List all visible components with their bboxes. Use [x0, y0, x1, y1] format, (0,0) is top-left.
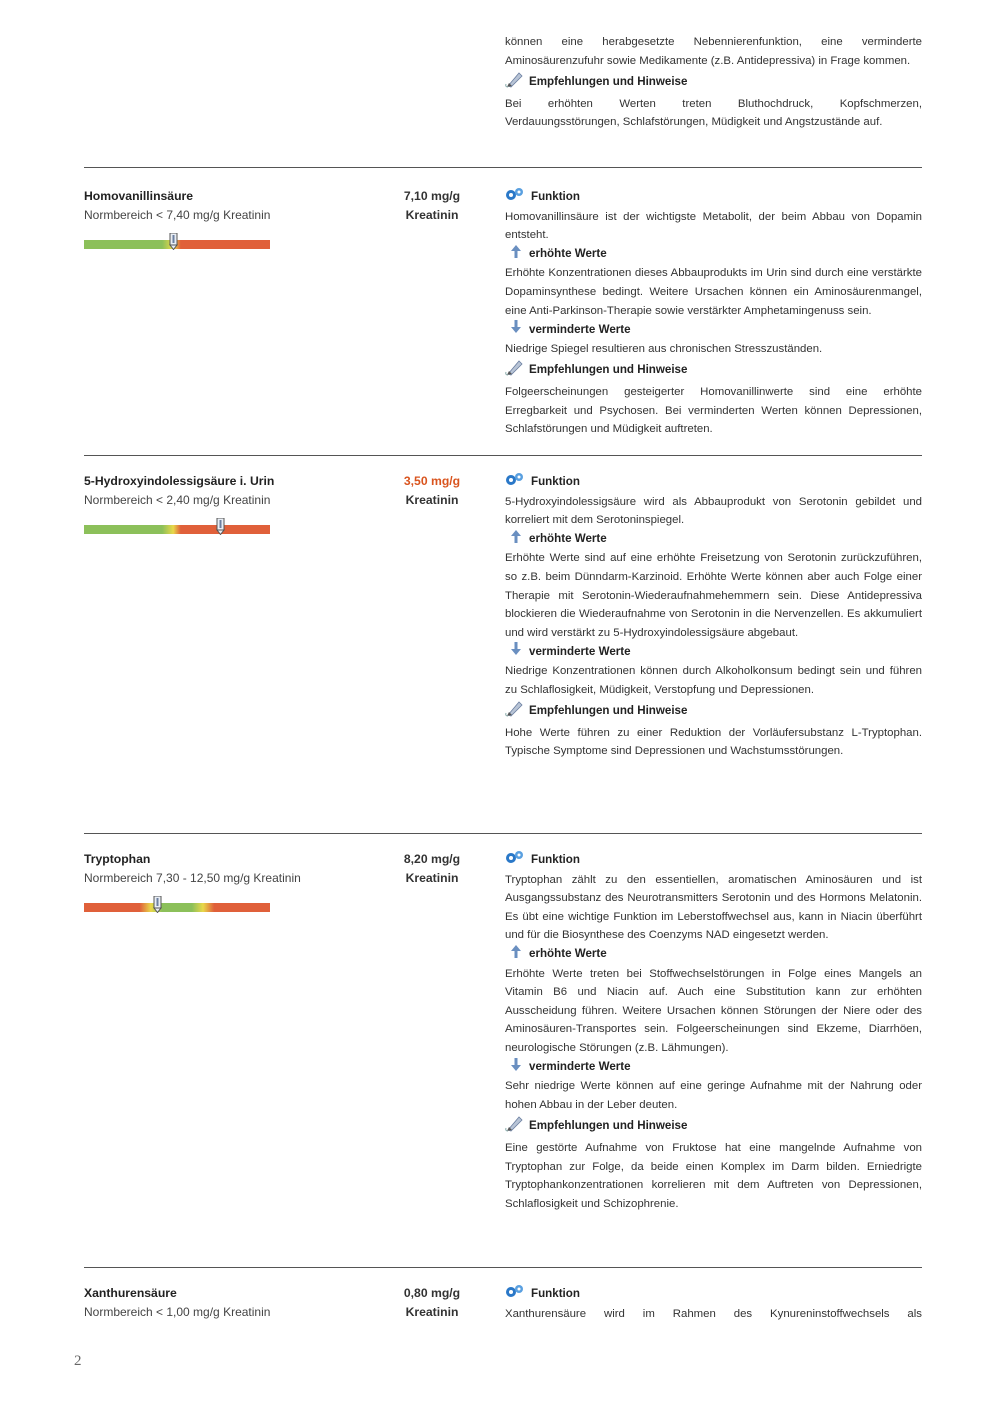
erhoehte-text: Erhöhte Werte treten bei Stoffwechselstörungen in Folge eines Mangels an Vitamin B6 und Niacin auf. Auch eine Substitution kann zur erhöhten Ausscheidung führen. Weitere Ursachen können Störungen der Niere oder des Aminosäuren-Transportes sein. Folgeerscheinungen sind Ekzeme, Diarrhöen, neurologische Störungen (z.B. Lähmungen). — [505, 967, 922, 1054]
param-description — [505, 1284, 922, 1323]
erhoehte-text: Erhöhte Konzentrationen dieses Abbauprodukts im Urin sind durch eine verstärkte Dopaminsynthese bedingt. Weitere Ursachen können ein Aminosäurenmangel, eine Anti-Parkinson-Therapie sowie verstärkter Amphetamingenuss sein. — [505, 267, 922, 317]
param-description — [505, 850, 922, 1213]
verminderte-text: Sehr niedrige Werte können auf eine geringe Aufnahme mit der Nahrung oder hohen Abbau in der Leber deuten. — [505, 1080, 922, 1111]
gears-icon — [505, 472, 527, 493]
empfehlungen-heading: Empfehlungen und Hinweise — [505, 358, 922, 383]
value-gauge — [84, 903, 270, 912]
verminderte-heading: verminderte Werte — [505, 642, 922, 662]
param-left-column — [84, 187, 374, 249]
funktion-heading: Funktion — [505, 472, 922, 493]
value-gauge — [84, 525, 270, 534]
gauge-fill — [84, 903, 270, 912]
param-value-unit: Kreatinin — [405, 871, 459, 885]
funktion-text: Homovanillinsäure ist der wichtigste Metabolit, der beim Abbau von Dopamin entsteht. — [505, 210, 922, 242]
gears-icon — [505, 187, 527, 208]
arrow-down-icon — [511, 320, 521, 340]
gauge-bar — [84, 903, 270, 912]
arrow-up-icon — [511, 530, 521, 550]
arrow-down-icon — [511, 642, 521, 662]
gauge-fill — [84, 525, 270, 534]
empfehlungen-heading: Empfehlungen und Hinweise — [505, 699, 922, 724]
param-value-unit: Kreatinin — [405, 208, 459, 222]
param-left-column — [84, 472, 374, 534]
value-gauge — [84, 240, 270, 249]
page-number: 2 — [74, 1353, 82, 1369]
gauge-marker-icon — [169, 233, 178, 250]
param-value-number: 7,10 mg/g — [403, 189, 461, 203]
param-left-column — [84, 1284, 374, 1322]
param-name: Tryptophan — [84, 852, 151, 866]
param-value-unit: Kreatinin — [405, 493, 459, 507]
param-norm: Normbereich < 2,40 mg/g Kreatinin — [84, 493, 271, 507]
verminderte-text: Niedrige Konzentrationen können durch Alkoholkonsum bedingt sein und führen zu Schlaflosigkeit, Müdigkeit, Verstopfung und Depressionen. — [505, 664, 922, 696]
funktion-text: 5-Hydroxyindolessigsäure wird als Abbauprodukt von Serotonin gebildet und korreliert mit dem Serotoninspiegel. — [505, 495, 922, 527]
param-value — [380, 187, 484, 225]
empfehlungen-heading: Empfehlungen und Hinweise — [505, 1114, 922, 1139]
param-value-high: 3,50 mg/g — [403, 474, 461, 488]
gauge-marker-icon — [216, 518, 225, 535]
param-row-tryptophan — [84, 850, 922, 1268]
gears-icon — [505, 850, 527, 871]
arrow-up-icon — [511, 245, 521, 265]
funktion-text: Xanthurensäure wird im Rahmen des Kynureninstoffwechsels als — [505, 1307, 922, 1320]
empfehlungen-text: Eine gestörte Aufnahme von Fruktose hat eine mangelnde Aufnahme von Tryptophan zur Folge, da beide einen Komplex im Darm bilden. Erniedrigte Tryptophankonzentrationen korrelieren mit dem Auftreten von Depressionen, Schlaflosigkeit und Schizophrenie. — [505, 1141, 922, 1210]
intro-continuation — [84, 33, 922, 168]
param-norm: Normbereich < 7,40 mg/g Kreatinin — [84, 208, 271, 222]
funktion-heading: Funktion — [505, 850, 922, 871]
gauge-marker-icon — [153, 896, 162, 913]
param-norm: Normbereich < 1,00 mg/g Kreatinin — [84, 1305, 271, 1319]
funktion-heading: Funktion — [505, 1284, 922, 1305]
param-name: Xanthurensäure — [84, 1286, 177, 1300]
param-value-number — [380, 472, 484, 491]
param-row-homovanillinsaeure — [84, 187, 922, 456]
param-value-number: 8,20 mg/g — [403, 852, 461, 866]
erhoehte-heading: erhöhte Werte — [505, 530, 922, 550]
arrow-down-icon — [511, 1058, 521, 1078]
intro-text: können eine herabgesetzte Nebennierenfunktion, eine verminderte Aminosäurenzufuhr sowie Medikamente (z.B. Antidepressiva) in Frage kommen. — [505, 36, 922, 67]
verminderte-heading: verminderte Werte — [505, 1058, 922, 1078]
intro-empfehlungen-heading: Empfehlungen und Hinweise — [505, 70, 922, 95]
param-value — [380, 472, 484, 510]
verminderte-heading: verminderte Werte — [505, 320, 922, 340]
gears-icon — [505, 1284, 527, 1305]
pencil-icon — [505, 699, 525, 724]
pencil-icon — [505, 70, 525, 95]
verminderte-text: Niedrige Spiegel resultieren aus chronischen Stresszuständen. — [505, 342, 823, 355]
param-norm: Normbereich 7,30 - 12,50 mg/g Kreatinin — [84, 871, 301, 885]
empfehlungen-text: Folgeerscheinungen gesteigerter Homovanillinwerte sind eine erhöhte Erregbarkeit und Psychosen. Bei verminderten Werten können Depressionen, Schlafstörungen und Müdigkeit auftreten. — [505, 385, 922, 436]
param-description — [505, 187, 922, 439]
erhoehte-heading: erhöhte Werte — [505, 245, 922, 265]
gauge-bar — [84, 525, 270, 534]
param-name: 5-Hydroxyindolessigsäure i. Urin — [84, 474, 275, 488]
param-name: Homovanillinsäure — [84, 189, 194, 203]
pencil-icon — [505, 1114, 525, 1139]
intro-right-column — [505, 33, 922, 132]
arrow-up-icon — [511, 945, 521, 965]
param-value — [380, 1284, 484, 1322]
param-row-xanthurensaeure — [84, 1284, 922, 1326]
param-description — [505, 472, 922, 761]
erhoehte-heading: erhöhte Werte — [505, 945, 922, 965]
empfehlungen-text: Hohe Werte führen zu einer Reduktion der Vorläufersubstanz L-Tryptophan. Typische Symptome sind Depressionen und Wachstumsstörungen. — [505, 726, 922, 758]
pencil-icon — [505, 358, 525, 383]
intro-empfehlungen-text: Bei erhöhten Werten treten Bluthochdruck, Kopfschmerzen, Verdauungsstörungen, Schlafstörungen, Müdigkeit und Angstzustände auf. — [505, 97, 922, 129]
param-row-5-hydroxyindolessigsaeure — [84, 472, 922, 834]
erhoehte-text: Erhöhte Werte sind auf eine erhöhte Freisetzung von Serotonin zurückzuführen, so z.B. beim Dünndarm-Karzinoid. Erhöhte Werte können aber auch Folge einer Therapie mit Serotonin-Wiederaufnahmehemmern sein. Diese Antidepressiva blockieren die Wiederaufnahme von Serotonin in die Nervenzellen. Es akkumuliert und wird verstärkt zu 5-Hydroxyindolessigsäure abgebaut. — [505, 552, 922, 639]
param-left-column — [84, 850, 374, 912]
param-value — [380, 850, 484, 888]
funktion-heading: Funktion — [505, 187, 922, 208]
param-value-unit: Kreatinin — [405, 1305, 459, 1319]
param-value-number: 0,80 mg/g — [403, 1286, 461, 1300]
funktion-text: Tryptophan zählt zu den essentiellen, aromatischen Aminosäuren und ist Ausgangssubstanz des Neurotransmitters Serotonin und des Hormons Melatonin. Es übt eine wichtige Funktion im Leberstoffwechsel aus, kann in Niacin überführt und für die Biosynthese des Coenzyms NAD eingesetzt werden. — [505, 873, 922, 942]
